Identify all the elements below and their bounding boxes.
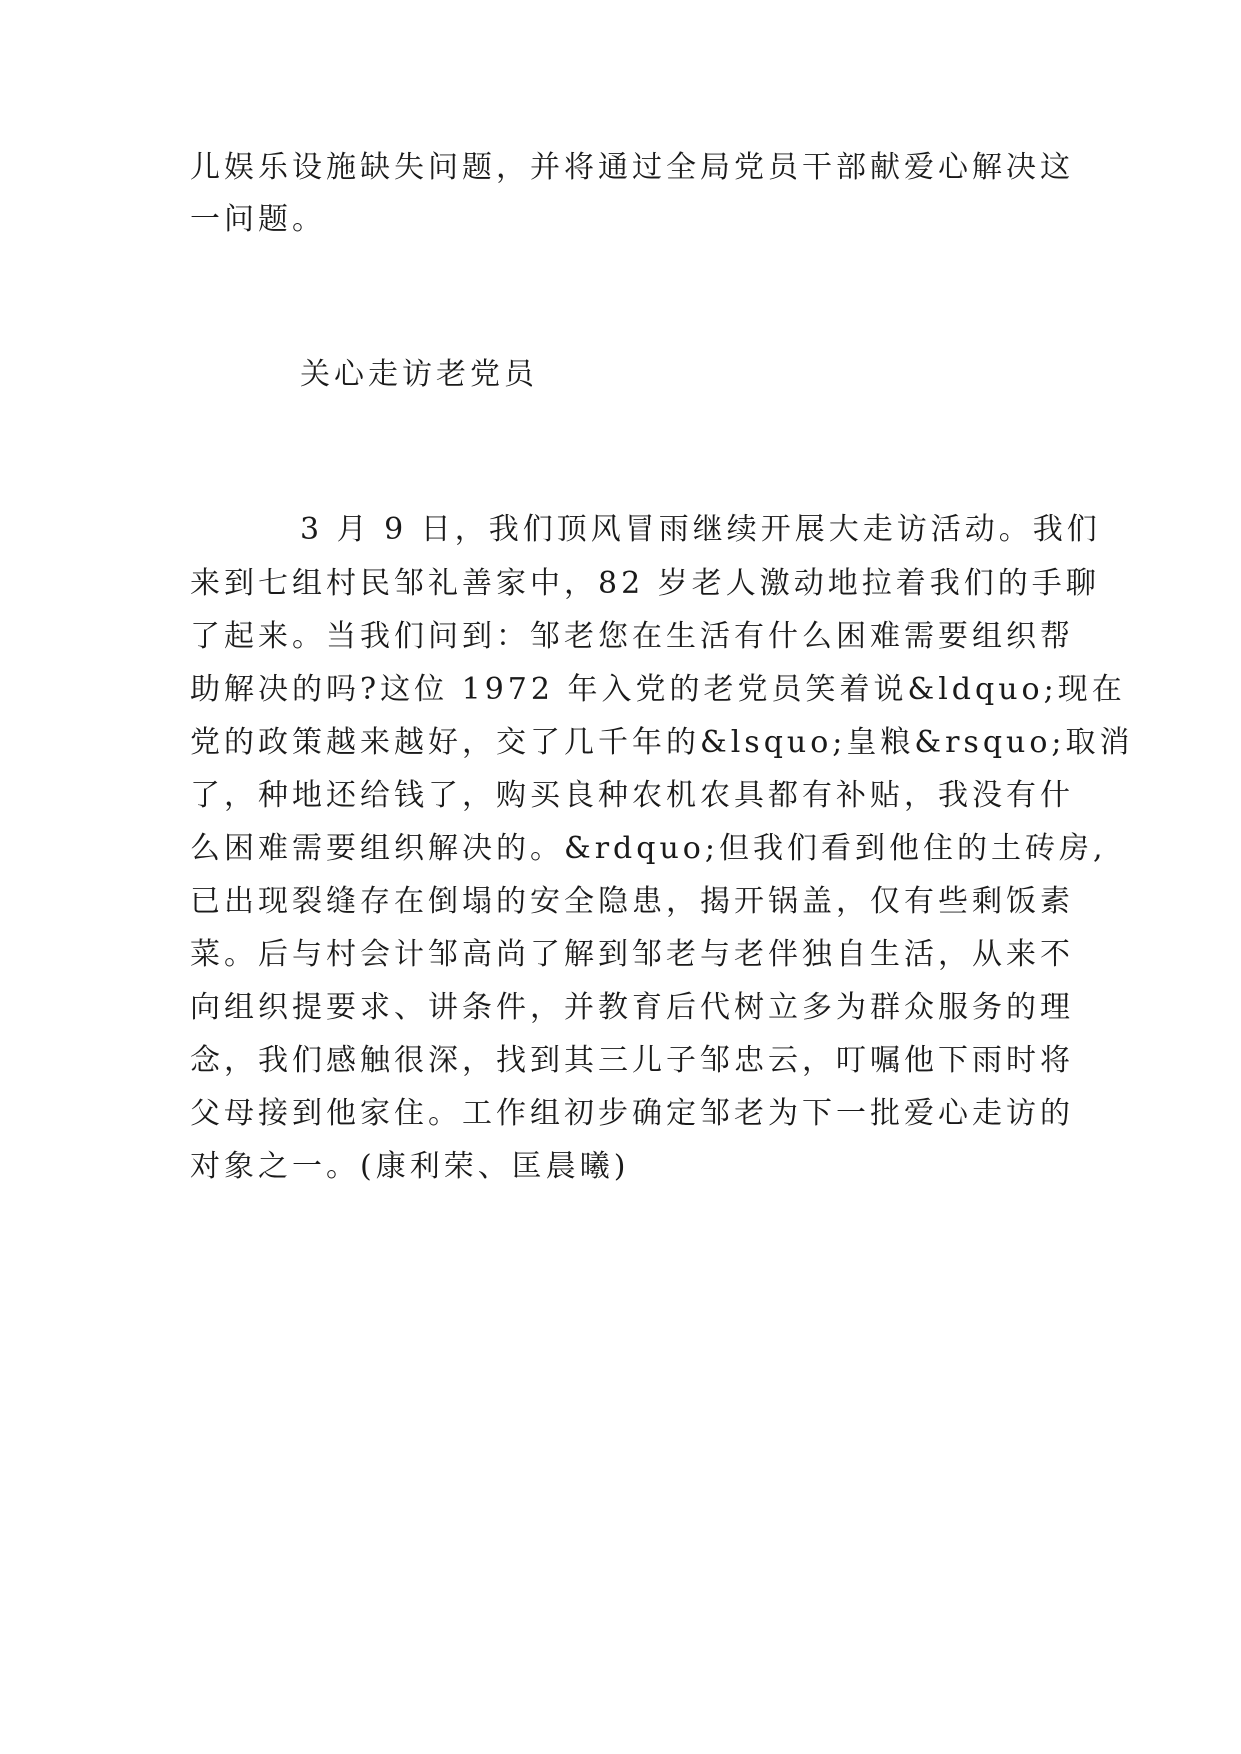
body-line-9: 菜。后与村会计邹高尚了解到邹老与老伴独自生活，从来不 bbox=[190, 937, 1074, 972]
body-line-11: 念，我们感触很深，找到其三儿子邹忠云，叮嘱他下雨时将 bbox=[190, 1043, 1074, 1078]
body-line-6: 了，种地还给钱了，购买良种农机农具都有补贴，我没有什 bbox=[190, 778, 1074, 813]
body-line-10: 向组织提要求、讲条件，并教育后代树立多为群众服务的理 bbox=[190, 990, 1074, 1025]
body-line-2: 来到七组村民邹礼善家中，82 岁老人激动地拉着我们的手聊 bbox=[190, 566, 1100, 601]
body-line-3: 了起来。当我们问到：邹老您在生活有什么困难需要组织帮 bbox=[190, 619, 1074, 654]
body-line-13: 对象之一。(康利荣、匡晨曦) bbox=[190, 1149, 630, 1184]
body-line-8: 已出现裂缝存在倒塌的安全隐患，揭开锅盖，仅有些剩饭素 bbox=[190, 884, 1074, 919]
body-line-4: 助解决的吗?这位 1972 年入党的老党员笑着说&ldquo;现在 bbox=[190, 672, 1126, 707]
intro-line-1: 儿娱乐设施缺失问题，并将通过全局党员干部献爱心解决这 bbox=[190, 150, 1074, 185]
body-line-12: 父母接到他家住。工作组初步确定邹老为下一批爱心走访的 bbox=[190, 1096, 1074, 1131]
section-heading: 关心走访老党员 bbox=[300, 357, 538, 392]
body-line-7: 么困难需要组织解决的。&rdquo;但我们看到他住的土砖房, bbox=[190, 831, 1107, 866]
body-line-5: 党的政策越来越好，交了几千年的&lsquo;皇粮&rsquo;取消 bbox=[190, 725, 1134, 760]
body-line-1: 3 月 9 日，我们顶风冒雨继续开展大走访活动。我们 bbox=[300, 512, 1101, 547]
intro-line-2: 一问题。 bbox=[190, 202, 326, 237]
